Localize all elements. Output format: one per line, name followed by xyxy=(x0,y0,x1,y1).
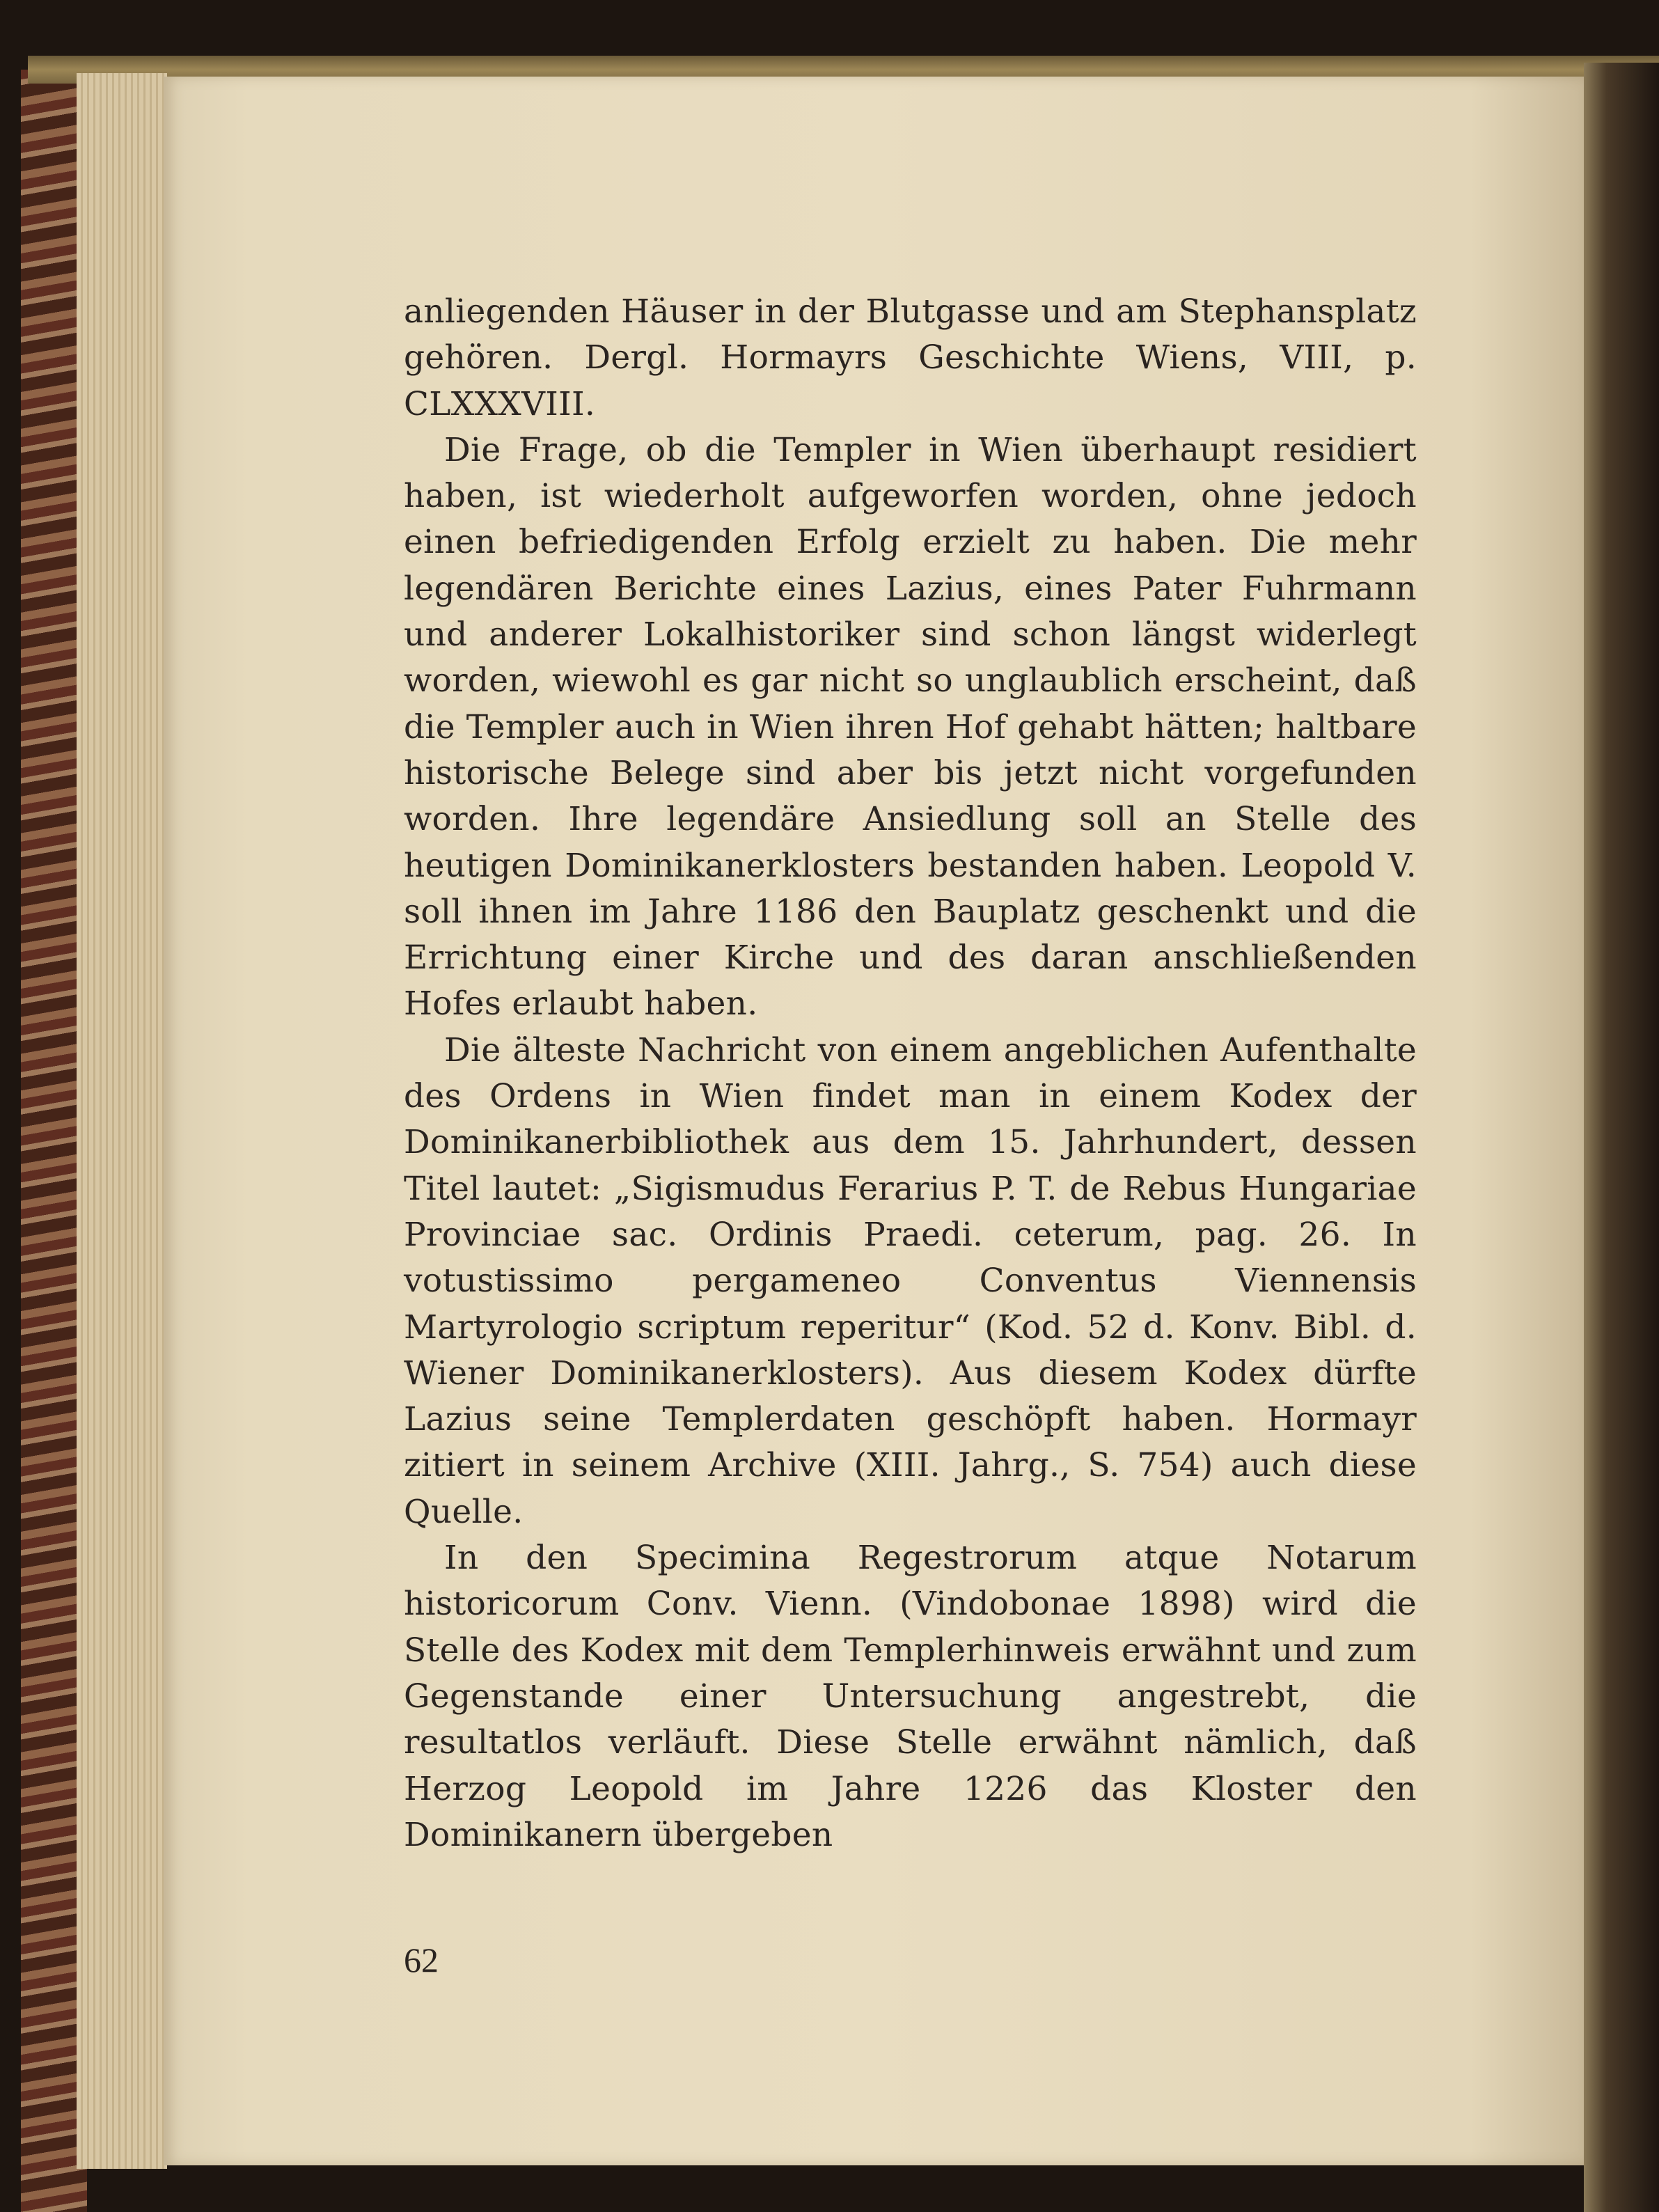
paragraph-templer-frage: Die Frage, ob die Templer in Wien überhaupt residiert haben, ist wiederholt aufgeworfen worden, ohne jedoch einen befriedigenden Erfolg erzielt zu haben. Die mehr legendären Berichte eines Lazius, eines Pater Fuhrmann und anderer Lokalhistoriker sind schon längst widerlegt worden, wiewohl es gar nicht so unglaublich erscheint, daß die Templer auch in Wien ihren Hof gehabt hätten; haltbare historische Belege sind aber bis jetzt nicht vorgefunden worden. Ihre legendäre Ansiedlung soll an Stelle des heutigen Dominikanerklosters bestanden haben. Leopold V. soll ihnen im Jahre 1186 den Bauplatz geschenkt und die Errichtung einer Kirche und des daran anschließenden Hofes erlaubt haben. xyxy=(404,430,1417,1023)
page-stack-edge xyxy=(77,73,167,2169)
body-text xyxy=(404,289,1417,1858)
paragraph-aelteste-nachricht: Die älteste Nachricht von einem angeblichen Aufenthalte des Ordens in Wien findet man in einem Kodex der Dominikanerbibliothek aus dem 15. Jahrhundert, dessen Titel lautet: „Sigismudus Ferarius P. T. de Rebus Hungariae Provinciae sac. Ordinis Praedi. ceterum, pag. 26. In votustissimo pergameneo Conventus Viennensis Martyrologio scriptum reperitur“ (Kod. 52 d. Konv. Bibl. d. Wiener Dominikanerklosters). Aus diesem Kodex dürfte Lazius seine Templerdaten geschöpft haben. Hormayr zitiert in seinem Archive (XIII. Jahrg., S. 754) auch diese Quelle. xyxy=(404,1030,1417,1531)
page-number: 62 xyxy=(404,1940,439,1979)
right-gutter xyxy=(1584,63,1659,2212)
paragraph-specimina: In den Specimina Regestrorum atque Notarum historicorum Conv. Vienn. (Vindobonae 1898) wird die Stelle des Kodex mit dem Templerhinweis erwähnt und zum Gegenstande einer Untersuchung angestrebt, die resultatlos verläuft. Diese Stelle erwähnt nämlich, daß Herzog Leopold im Jahre 1226 das Kloster den Dominikanern übergeben xyxy=(404,1539,1417,1854)
paragraph-continuation: anliegenden Häuser in der Blutgasse und am Stephansplatz gehören. Dergl. Hormayrs Geschichte Wiens, VIII, p. CLXXXVIII. xyxy=(404,292,1417,423)
